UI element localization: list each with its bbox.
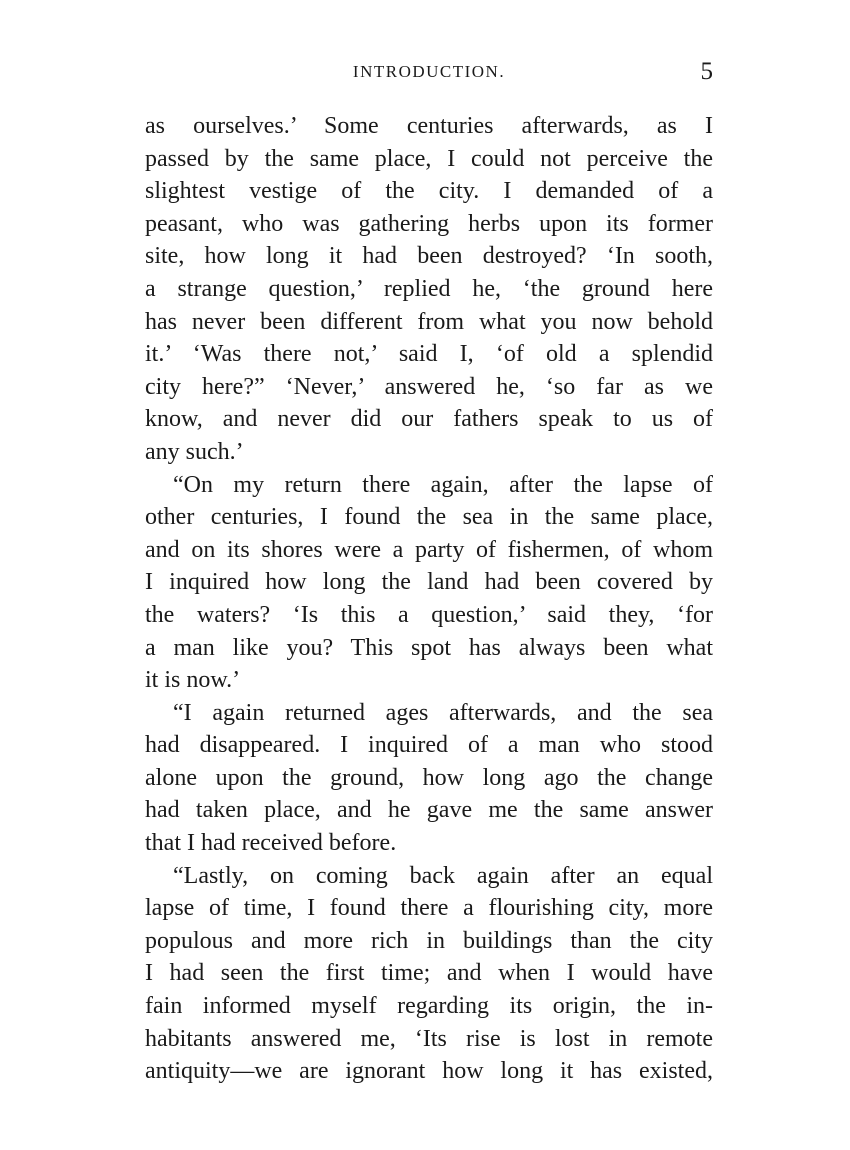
text-line: site, how long it had been destroyed? ‘In sooth, <box>145 243 713 270</box>
text-line: city here?” ‘Never,’ answered he, ‘so far as we <box>145 373 713 400</box>
text-line: that I had received before. <box>145 830 397 857</box>
text-line: any such.’ <box>145 438 244 465</box>
text-line: antiquity—we are ignorant how long it has existed, <box>145 1058 713 1085</box>
text-line: slightest vestige of the city. I demanded of a <box>145 178 713 205</box>
text-line: I inquired how long the land had been covered by <box>145 569 713 596</box>
page-number: 5 <box>700 58 713 85</box>
text-line: “On my return there again, after the lapse of <box>173 471 713 498</box>
text-line: had disappeared. I inquired of a man who stood <box>145 732 713 759</box>
text-line: peasant, who was gathering herbs upon its former <box>145 210 713 237</box>
text-line: lapse of time, I found there a flourishing city, more <box>145 895 713 922</box>
running-title: INTRODUCTION. <box>352 62 506 81</box>
text-line: had taken place, and he gave me the same answer <box>145 797 713 824</box>
text-line: “I again returned ages afterwards, and the sea <box>173 699 713 726</box>
text-line: fain informed myself regarding its origin, the in- <box>145 993 713 1020</box>
body-text <box>145 110 713 1088</box>
text-line: it.’ ‘Was there not,’ said I, ‘of old a splendid <box>145 341 713 368</box>
text-line: a strange question,’ replied he, ‘the ground here <box>145 275 713 302</box>
text-line: passed by the same place, I could not perceive the <box>145 145 713 172</box>
text-line: know, and never did our fathers speak to us of <box>145 406 713 433</box>
text-line: I had seen the first time; and when I would have <box>145 960 713 987</box>
text-line: as ourselves.’ Some centuries afterwards, as I <box>145 113 713 139</box>
text-line: a man like you? This spot has always been what <box>145 634 713 661</box>
text-line: the waters? ‘Is this a question,’ said they, ‘for <box>145 601 713 628</box>
text-line: it is now.’ <box>145 667 241 694</box>
text-line: other centuries, I found the sea in the same place, <box>145 504 713 531</box>
text-line: habitants answered me, ‘Its rise is lost in remote <box>145 1025 713 1052</box>
text-line: alone upon the ground, how long ago the change <box>145 764 713 791</box>
running-head <box>145 60 713 90</box>
text-line: “Lastly, on coming back again after an equal <box>173 862 713 889</box>
text-line: populous and more rich in buildings than the city <box>145 927 713 954</box>
text-line: and on its shores were a party of fishermen, of whom <box>145 536 713 563</box>
text-line: has never been different from what you now behold <box>145 308 713 335</box>
